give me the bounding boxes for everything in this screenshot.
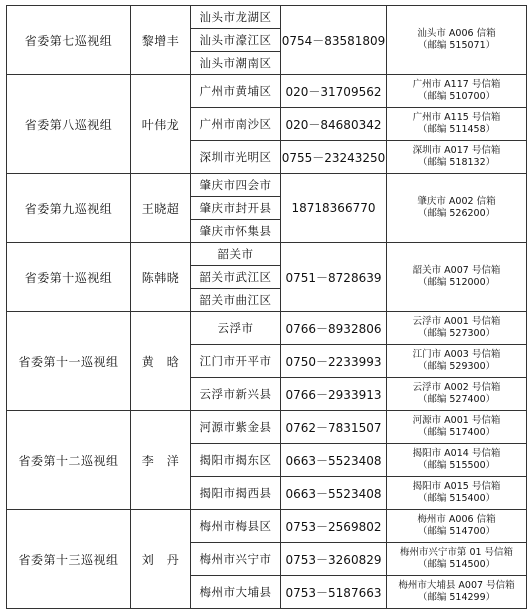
mailbox-cell: [387, 411, 527, 444]
mailbox-cell: [387, 345, 527, 378]
team-name-cell: 省委第十巡视组: [7, 243, 131, 312]
area-cell: 汕头市龙湖区: [191, 6, 281, 29]
mailbox-cell: [387, 75, 527, 108]
mailbox-cell: [387, 6, 527, 75]
mailbox-cell: [387, 378, 527, 411]
mailbox-address: 肇庆市 A002 信箱: [417, 196, 496, 207]
mailbox-address: 深圳市 A017 号信箱: [412, 145, 501, 156]
team-name-cell: 省委第九巡视组: [7, 174, 131, 243]
phone-cell: 0754－83581809: [281, 6, 387, 75]
postal-code: （邮编 518132）: [417, 157, 496, 168]
table-row: [7, 75, 527, 108]
leader-name-cell: 李 洋: [131, 411, 191, 510]
phone-cell: 0766－2933913: [281, 378, 387, 411]
area-cell: 广州市黄埔区: [191, 75, 281, 108]
mailbox-cell: [387, 243, 527, 312]
mailbox-address: 广州市 A117 号信箱: [412, 79, 501, 90]
leader-name-cell: 叶伟龙: [131, 75, 191, 174]
mailbox-address: 韶关市 A007 号信箱: [412, 265, 501, 276]
area-cell: 揭阳市揭东区: [191, 444, 281, 477]
mailbox-address: 江门市 A003 号信箱: [412, 349, 501, 360]
phone-cell: 020－84680342: [281, 108, 387, 141]
phone-cell: 0755－23243250: [281, 141, 387, 174]
phone-cell: 0663－5523408: [281, 477, 387, 510]
area-cell: 揭阳市揭西县: [191, 477, 281, 510]
area-cell: 韶关市武江区: [191, 266, 281, 289]
postal-code: （邮编 512000）: [417, 277, 496, 288]
area-cell: 深圳市光明区: [191, 141, 281, 174]
mailbox-address: 广州市 A115 号信箱: [412, 112, 501, 123]
postal-code: （邮编 517400）: [417, 427, 496, 438]
postal-code: （邮编 514299）: [417, 592, 496, 603]
area-cell: 梅州市兴宁市: [191, 543, 281, 576]
area-cell: 汕头市潮南区: [191, 52, 281, 75]
mailbox-address: 梅州市 A006 信箱: [417, 514, 496, 525]
leader-name-cell: 王晓超: [131, 174, 191, 243]
postal-code: （邮编 515400）: [417, 493, 496, 504]
area-cell: 韶关市曲江区: [191, 289, 281, 312]
table-row: [7, 174, 527, 197]
leader-name-cell: 刘 丹: [131, 510, 191, 609]
mailbox-address: 云浮市 A002 号信箱: [412, 382, 501, 393]
leader-name-cell: 黄 晗: [131, 312, 191, 411]
table-row: [7, 510, 527, 543]
phone-cell: 0753－5187663: [281, 576, 387, 609]
table-row: [7, 6, 527, 29]
leader-name-cell: 黎增丰: [131, 6, 191, 75]
mailbox-address: 云浮市 A001 号信箱: [412, 316, 501, 327]
area-cell: 肇庆市封开县: [191, 197, 281, 220]
team-name-cell: 省委第七巡视组: [7, 6, 131, 75]
phone-cell: 0751－8728639: [281, 243, 387, 312]
phone-cell: 0762－7831507: [281, 411, 387, 444]
area-cell: 江门市开平市: [191, 345, 281, 378]
mailbox-address: 梅州市大埔县 A007 号信箱: [398, 580, 515, 591]
postal-code: （邮编 526200）: [417, 208, 496, 219]
area-cell: 广州市南沙区: [191, 108, 281, 141]
mailbox-address: 揭阳市 A015 号信箱: [412, 481, 501, 492]
mailbox-address: 揭阳市 A014 号信箱: [412, 448, 501, 459]
phone-cell: 18718366770: [281, 174, 387, 243]
mailbox-address: 河源市 A001 号信箱: [412, 415, 501, 426]
postal-code: （邮编 527400）: [417, 394, 496, 405]
postal-code: （邮编 511458）: [417, 124, 496, 135]
mailbox-cell: [387, 576, 527, 609]
area-cell: 肇庆市四会市: [191, 174, 281, 197]
area-cell: 汕头市濠江区: [191, 29, 281, 52]
postal-code: （邮编 527300）: [417, 328, 496, 339]
mailbox-cell: [387, 312, 527, 345]
postal-code: （邮编 514500）: [417, 559, 496, 570]
team-name-cell: 省委第八巡视组: [7, 75, 131, 174]
leader-name-cell: 陈韩晓: [131, 243, 191, 312]
mailbox-cell: [387, 141, 527, 174]
area-cell: 梅州市梅县区: [191, 510, 281, 543]
postal-code: （邮编 515500）: [417, 460, 496, 471]
mailbox-cell: [387, 444, 527, 477]
phone-cell: 020－31709562: [281, 75, 387, 108]
phone-cell: 0766－8932806: [281, 312, 387, 345]
table-row: [7, 243, 527, 266]
phone-cell: 0750－2233993: [281, 345, 387, 378]
postal-code: （邮编 529300）: [417, 361, 496, 372]
area-cell: 云浮市: [191, 312, 281, 345]
area-cell: 梅州市大埔县: [191, 576, 281, 609]
phone-cell: 0753－3260829: [281, 543, 387, 576]
postal-code: （邮编 515071）: [417, 40, 496, 51]
mailbox-cell: [387, 477, 527, 510]
area-cell: 韶关市: [191, 243, 281, 266]
area-cell: 河源市紫金县: [191, 411, 281, 444]
team-name-cell: 省委第十三巡视组: [7, 510, 131, 609]
inspection-contact-table: [6, 5, 527, 609]
mailbox-address: 梅州市兴宁市第 01 号信箱: [399, 547, 514, 558]
team-name-cell: 省委第十二巡视组: [7, 411, 131, 510]
postal-code: （邮编 514700）: [417, 526, 496, 537]
mailbox-cell: [387, 510, 527, 543]
postal-code: （邮编 510700）: [417, 91, 496, 102]
mailbox-address: 汕头市 A006 信箱: [417, 28, 496, 39]
mailbox-cell: [387, 108, 527, 141]
phone-cell: 0663－5523408: [281, 444, 387, 477]
area-cell: 肇庆市怀集县: [191, 220, 281, 243]
table-row: [7, 411, 527, 444]
mailbox-cell: [387, 174, 527, 243]
phone-cell: 0753－2569802: [281, 510, 387, 543]
area-cell: 云浮市新兴县: [191, 378, 281, 411]
team-name-cell: 省委第十一巡视组: [7, 312, 131, 411]
table-row: [7, 312, 527, 345]
mailbox-cell: [387, 543, 527, 576]
